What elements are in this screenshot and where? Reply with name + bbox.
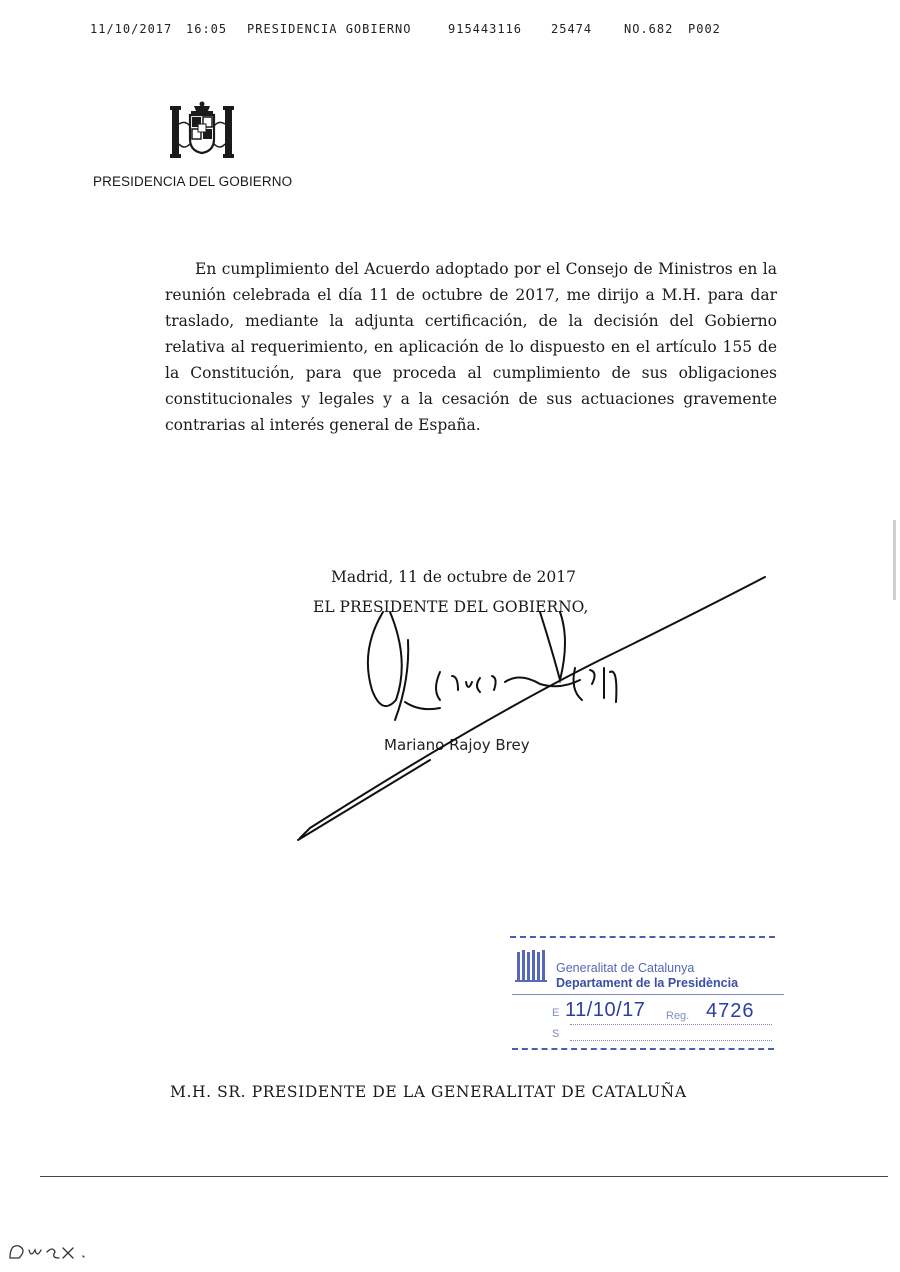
stamp-reg-number: 4726	[706, 1000, 755, 1022]
stamp-department: Departament de la Presidència	[556, 976, 739, 990]
fax-phone: 915443116	[448, 22, 523, 36]
footer-rule	[40, 1176, 888, 1177]
fax-page: P002	[688, 22, 721, 36]
body-paragraph: En cumplimiento del Acuerdo adoptado por el Consejo de Ministros en la reunión celebrada el día 11 de octubre de 2017, me dirijo a M.H. para dar traslado, mediante la adjunta certificación, de la decisión del Gobierno relativa al requerimiento, en aplicación de lo dispuesto en el artículo 155 de la Constitución, para que proceda al cumplimiento de sus obligaciones constitucionales y legales y a la cesación de sus actuaciones gravemente contrarias al interés general de España.	[165, 260, 777, 434]
fax-date: 11/10/2017	[90, 22, 173, 36]
fax-number: NO.682	[624, 22, 674, 36]
fax-sender: PRESIDENCIA GOBIERNO	[247, 22, 412, 36]
letter-body	[165, 256, 777, 438]
stamp-border-top	[510, 936, 775, 938]
fax-job: 25474	[551, 22, 593, 36]
fax-time: 16:05	[186, 22, 228, 36]
stamp-dotted-line	[570, 1040, 772, 1041]
signer-title: EL PRESIDENTE DEL GOBIERNO,	[313, 598, 589, 616]
addressee: M.H. SR. PRESIDENTE DE LA GENERALITAT DE CATALUÑA	[170, 1083, 687, 1101]
stamp-exit-label: S	[552, 1028, 560, 1040]
stamp-entry-label: E	[552, 1007, 560, 1019]
generalitat-logo-icon	[515, 948, 551, 984]
registry-stamp	[510, 936, 786, 1056]
stamp-border-bottom	[512, 1048, 774, 1050]
scan-edge-mark	[893, 520, 896, 600]
signer-name: Mariano Rajoy Brey	[384, 736, 530, 754]
place-date: Madrid, 11 de octubre de 2017	[331, 568, 576, 586]
organization-name: PRESIDENCIA DEL GOBIERNO	[93, 174, 293, 189]
fax-transmission-header	[0, 22, 900, 42]
stamp-divider	[512, 994, 784, 995]
handwritten-note	[5, 1238, 95, 1264]
stamp-entry-date: 11/10/17	[565, 999, 646, 1021]
stamp-institution: Generalitat de Catalunya	[556, 961, 695, 975]
royal-coat-of-arms-icon	[168, 100, 236, 168]
stamp-dotted-line	[570, 1024, 772, 1025]
stamp-reg-label: Reg.	[666, 1010, 690, 1022]
